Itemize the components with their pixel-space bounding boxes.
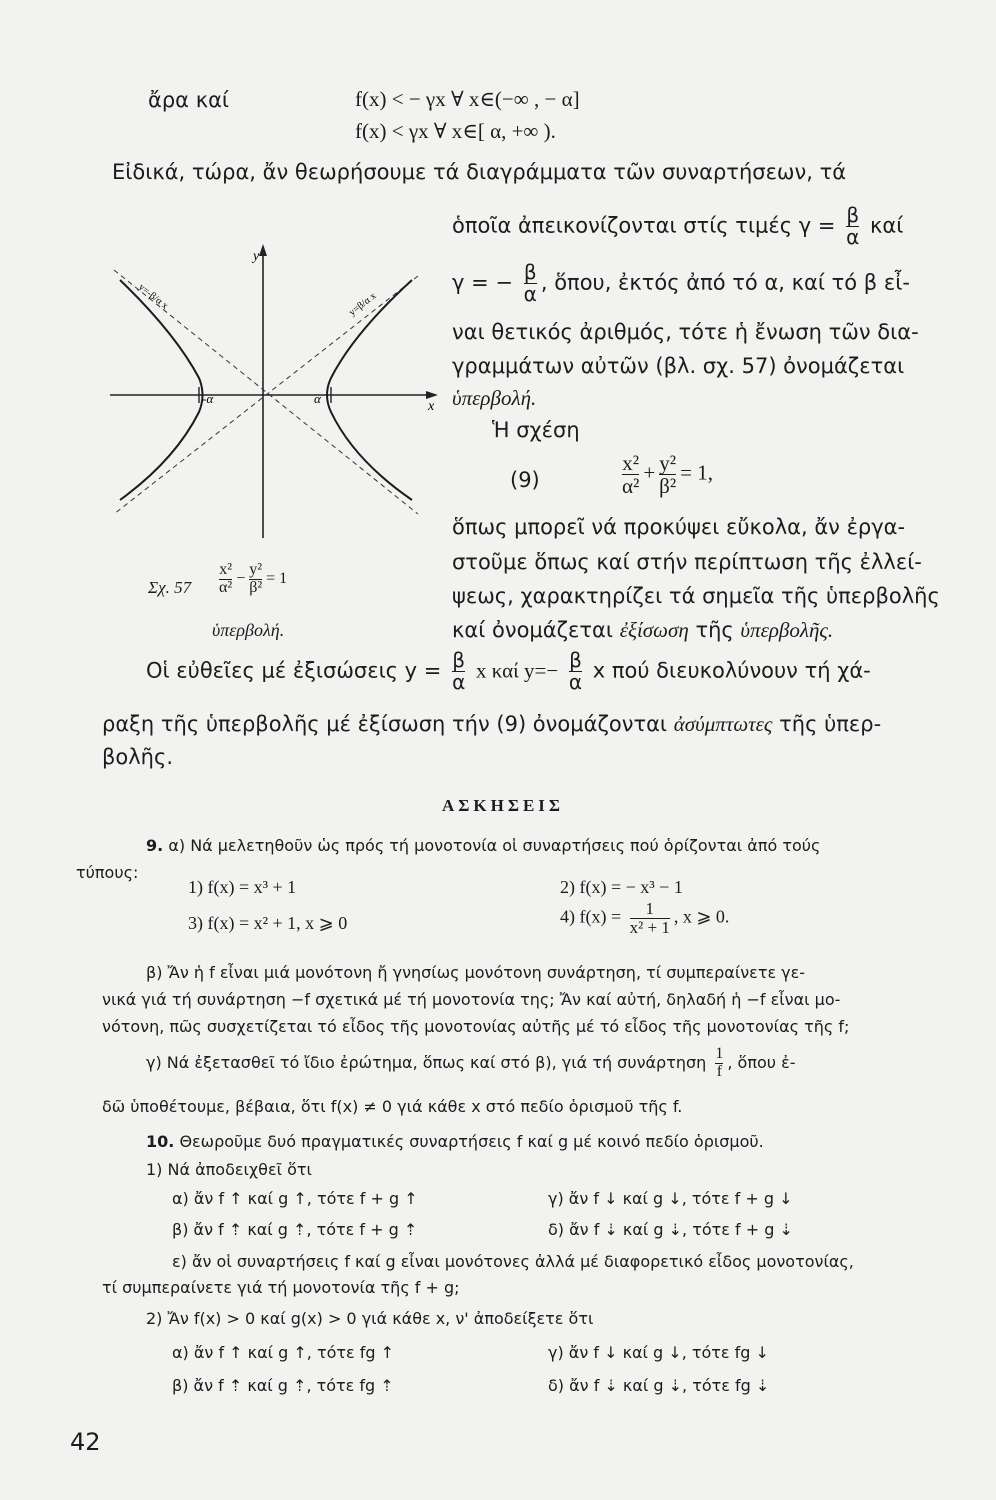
term-hyperbola: ὑπερβολή. [452, 386, 537, 410]
paragraph-line: ψεως, χαρακτηρίζει τά σημεῖα τῆς ὑπερβολῆς [452, 584, 940, 608]
exercise-10-item: ε) ἄν οἱ συναρτήσεις f καί g εἶναι μονότονες ἀλλά μέ διαφορετικό εἶδος μονοτονίας, [172, 1252, 854, 1271]
exercise-10-line: 10. Θεωροῦμε δυό πραγματικές συναρτήσεις f καί g μέ κοινό πεδίο ὁρισμοῦ. [146, 1132, 764, 1151]
asymptote-label-left: y=-β/α x [136, 281, 171, 312]
paragraph-line: γραμμάτων αὐτῶν (βλ. σχ. 57) ὀνομάζεται [452, 354, 905, 378]
tick-label-neg-a: -α [202, 391, 214, 406]
paragraph-line: καί ὀνομάζεται ἐξίσωση τῆς ὑπερβολῆς. [452, 618, 834, 642]
hyperbola-right-branch [327, 280, 412, 500]
y-axis-arrow [259, 244, 267, 256]
paragraph-line: ραξη τῆς ὑπερβολῆς μέ ἐξίσωση τήν (9) ὀνομάζονται ἀσύμπτωτες τῆς ὑπερ- [102, 712, 882, 736]
tick-label-pos-a: α [314, 391, 321, 406]
paragraph-line: Οἱ εὐθεῖες μέ ἐξισώσεις y = $\frac{\beta}{\alpha}$ x καί y=− $\frac{\beta}{\alpha}$ x πού διευκολύνουν τή χά- [146, 648, 871, 694]
hyperbola-figure [100, 238, 445, 548]
exercise-10-item: τί συμπεραίνετε γιά τή μονοτονία τῆς f + g; [102, 1278, 460, 1297]
x-axis-arrow [426, 391, 438, 399]
figure-equation: $\frac{\text{x²}}{\text{α²}}$ − $\frac{\text{y²}}{\text{β²}}$ = 1 [219, 561, 288, 596]
function-4: 4) f(x) = $\frac{1}{\text{x² + 1}}$ , x ⩾ 0. [560, 899, 730, 937]
axis-label-x: x [428, 399, 435, 414]
exercise-10-item: α) ἄν f ↑ καί g ↑, τότε fg ↑ [172, 1343, 395, 1362]
figure-caption: ὑπερβολή. [212, 620, 285, 640]
exercises-heading: ΑΣΚΗΣΕΙΣ [442, 796, 565, 815]
inequality-2: f(x) < γx ∀ x∈[ α, +∞ ). [355, 119, 556, 143]
exercise-10-item: γ) ἄν f ↓ καί g ↓, τότε fg ↓ [548, 1343, 769, 1362]
axis-label-y: y [253, 249, 260, 264]
exercise-10-item: δ) ἄν f ⇣ καί g ⇣, τότε f + g ⇣ [548, 1220, 793, 1239]
hyperbola-left-branch [120, 280, 203, 500]
function-3: 3) f(x) = x² + 1, x ⩾ 0 [188, 913, 348, 933]
paragraph-line: ὅπως μπορεῖ νά προκύψει εὔκολα, ἄν ἐργα- [452, 515, 906, 539]
exercise-9-line: 9. α) Νά μελετηθοῦν ὡς πρός τή μονοτονία οἱ συναρτήσεις πού ὁρίζονται ἀπό τούς [146, 836, 821, 855]
exercise-10-part2: 2) Ἄν f(x) > 0 καί g(x) > 0 γιά κάθε x, ν' ἀποδείξετε ὅτι [146, 1309, 594, 1328]
exercise-9b-line: νικά γιά τή συνάρτηση −f σχετικά μέ τή μονοτονία της; Ἄν καί αὐτή, δηλαδή ἡ −f εἶναι μο- [102, 990, 841, 1009]
exercise-10-item: β) ἄν f ⇡ καί g ⇡, τότε fg ⇡ [172, 1376, 394, 1395]
exercise-10-item: δ) ἄν f ⇣ καί g ⇣, τότε fg ⇣ [548, 1376, 770, 1395]
paragraph-line: Εἰδικά, τώρα, ἄν θεωρήσουμε τά διαγράμματα τῶν συναρτήσεων, τά [112, 160, 847, 184]
exercise-10-item: γ) ἄν f ↓ καί g ↓, τότε f + g ↓ [548, 1189, 793, 1208]
exercise-10-part1: 1) Νά ἀποδειχθεῖ ὅτι [146, 1160, 312, 1179]
exercise-9b-line: νότονη, πῶς συσχετίζεται τό εἶδος τῆς μονοτονίας αὐτῆς μέ τό εἶδος τῆς μονοτονίας τῆς f; [102, 1017, 850, 1036]
figure-label: Σχ. 57 [148, 578, 192, 597]
function-2: 2) f(x) = − x³ − 1 [560, 877, 683, 897]
ara-kai: ἄρα καί [148, 88, 230, 112]
paragraph-line: ναι θετικός ἀριθμός, τότε ἡ ἔνωση τῶν δια- [452, 320, 919, 344]
paragraph-line: γ = − $\frac{\beta}{\alpha}$ , ὅπου, ἐκτός ἀπό τό α, καί τό β εἶ- [452, 260, 910, 306]
exercise-9g-line: δῶ ὑποθέτουμε, βέβαια, ὅτι f(x) ≠ 0 γιά κάθε x στό πεδίο ὁρισμοῦ τῆς f. [102, 1097, 683, 1116]
equation-9: $\frac{\text{x²}}{\text{α²}}$ + $\frac{\text{y²}}{\text{β²}}$ = 1, [622, 451, 713, 499]
inequality-1: f(x) < − γx ∀ x∈(−∞ , − α] [355, 87, 580, 111]
equation-label: (9) [510, 468, 540, 492]
paragraph-line: Ἡ σχέση [492, 418, 580, 442]
exercise-9g-line: γ) Νά ἐξετασθεῖ τό ἴδιο ἐρώτημα, ὅπως καί στό β), γιά τή συνάρτηση $\frac{1}{f}$ , ὅπου ἐ- [146, 1045, 796, 1080]
paragraph-line: στοῦμε ὅπως καί στήν περίπτωση τῆς ἐλλεί- [452, 550, 922, 574]
exercise-9b-line: β) Ἄν ἡ f εἶναι μιά μονότονη ἤ γνησίως μονότονη συνάρτηση, τί συμπεραίνετε γε- [146, 963, 806, 982]
page-number: 42 [70, 1428, 101, 1456]
exercise-10-item: α) ἄν f ↑ καί g ↑, τότε f + g ↑ [172, 1189, 418, 1208]
paragraph-line: βολῆς. [102, 745, 173, 769]
paragraph-line: ὁποῖα ἀπεικονίζονται στίς τιμές γ = $\frac{\beta}{\alpha}$ καί [452, 203, 904, 249]
function-1: 1) f(x) = x³ + 1 [188, 877, 297, 897]
asymptote-label-right: y=β/α x [347, 290, 379, 319]
exercise-9-typous: τύπους: [76, 863, 139, 882]
exercise-10-item: β) ἄν f ⇡ καί g ⇡, τότε f + g ⇡ [172, 1220, 418, 1239]
